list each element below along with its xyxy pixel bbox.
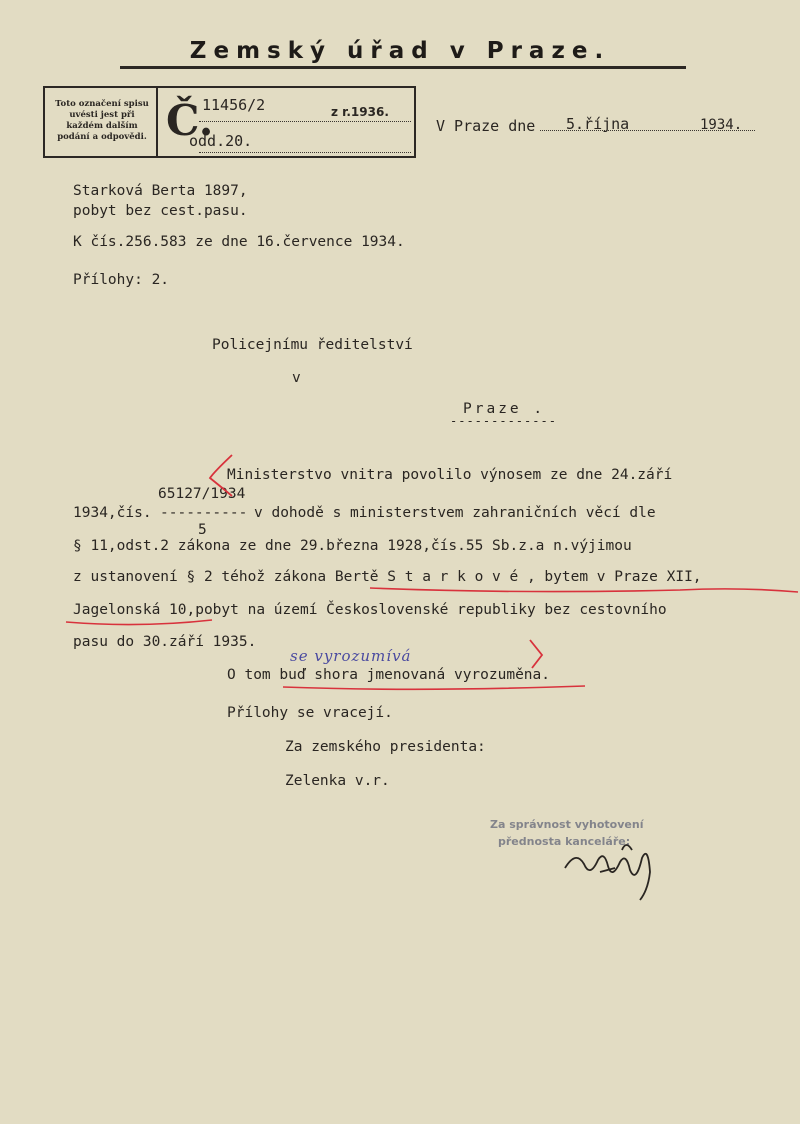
reference-year: z r.1936.: [331, 105, 389, 119]
body-line-6: pasu do 30.září 1935.: [73, 634, 257, 650]
body-fraction-bar: ----------: [160, 505, 248, 521]
red-underline-closing: [283, 686, 585, 689]
date-year: 1934.: [700, 117, 743, 133]
date-dotted-line: [540, 130, 755, 131]
stamp-line-1: Za správnost vyhotovení: [490, 818, 644, 831]
reference-letter: Č.: [166, 96, 214, 145]
reference-line: K čís.256.583 ze dne 16.července 1934.: [73, 234, 405, 250]
reference-dotted-line: [199, 152, 411, 153]
title-rule: [120, 66, 686, 69]
stamp-line-2: přednosta kanceláře:: [498, 835, 631, 848]
reference-number: 11456/2: [202, 96, 266, 114]
closing-line-1: O tom buď shora jmenovaná vyrozuměna.: [227, 667, 551, 683]
body-line-5: Jagelonská 10,pobyt na území Československé republiky bez cestovního: [73, 602, 667, 618]
body-line-2-end: v dohodě s ministerstvem zahraničních věcí dle: [254, 505, 656, 521]
reference-dotted-line: [199, 121, 411, 122]
handwritten-insert: se vyrozumívá: [290, 647, 412, 665]
red-bracket-right: [530, 640, 542, 668]
subject-line-2: pobyt bez cest.pasu.: [73, 203, 248, 219]
closing-line-3: Za zemského presidenta:: [285, 739, 486, 755]
reference-box-divider: [156, 88, 158, 156]
office-title: Zemský úřad v Praze.: [189, 38, 611, 64]
addressee-underline: -------------: [450, 414, 557, 428]
subject-line-1: Starková Berta 1897,: [73, 183, 248, 199]
date-label: V Praze dne: [436, 117, 536, 135]
red-underline-street: [66, 620, 212, 625]
addressee-line-1: Policejnímu ředitelství: [212, 337, 413, 353]
addressee-line-2: v: [292, 370, 301, 386]
closing-line-2: Přílohy se vracejí.: [227, 705, 393, 721]
date-day-month: 5.října: [566, 115, 630, 133]
signature: [565, 845, 650, 900]
body-line-4: z ustanovení § 2 téhož zákona Bertě S t a r k o v é , bytem v Praze XII,: [73, 569, 702, 585]
red-underline-name: [370, 588, 798, 592]
addressee-line-3: Praze .: [463, 401, 546, 417]
reference-department: odd.20.: [189, 132, 253, 150]
reference-box: [43, 86, 416, 158]
body-line-2-start: 1934,čís.: [73, 505, 152, 521]
body-fraction-numerator: 65127/1934: [158, 486, 246, 502]
body-fraction-denominator: 5: [198, 522, 207, 538]
attachments-line: Přílohy: 2.: [73, 272, 170, 288]
closing-line-4: Zelenka v.r.: [285, 773, 390, 789]
reference-note: Toto označení spisu uvésti jest při každém dalším podání a odpovědi.: [55, 99, 149, 142]
body-line-3: § 11,odst.2 zákona ze dne 29.března 1928,čís.55 Sb.z.a n.výjimou: [73, 538, 632, 554]
body-line-1: Ministerstvo vnitra povolilo výnosem ze dne 24.září: [227, 467, 673, 483]
